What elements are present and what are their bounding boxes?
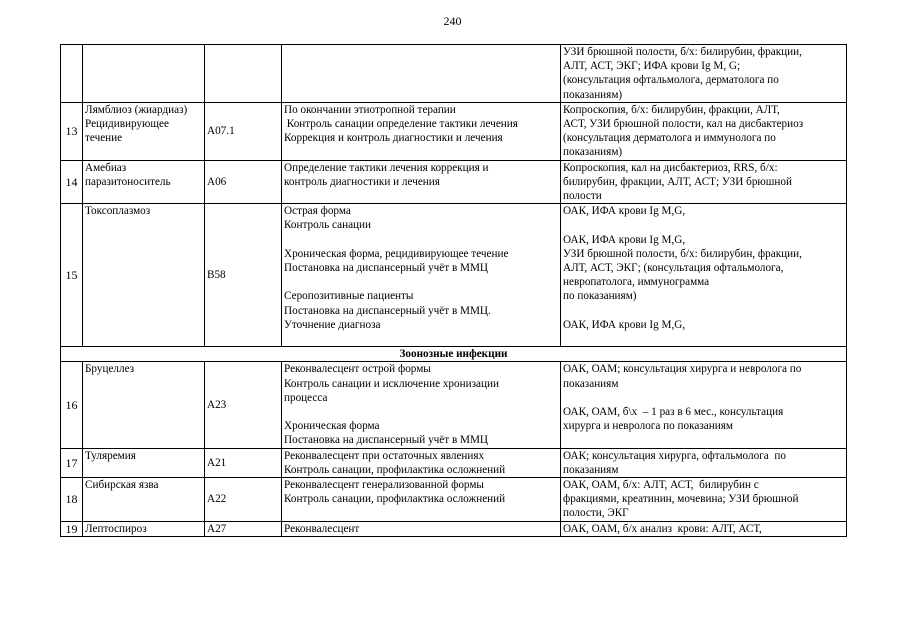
cell-exams (561, 204, 847, 347)
section-title: Зоонозные инфекции (61, 347, 847, 362)
cell-exams (561, 45, 847, 103)
exam-line: (консультация дерматолога и иммунолога по (563, 132, 776, 145)
exam-line: АЛТ, АСТ, ЭКГ; (консультация офтальмолога, (563, 262, 784, 275)
row-number: 15 (61, 204, 83, 347)
exam-line: ОАК, ИФА крови Ig M,G, (563, 233, 686, 246)
cell-disease (83, 102, 205, 160)
cell-num (61, 45, 83, 103)
action-line: Постановка на диспансерный учёт в ММЦ (284, 262, 489, 275)
exam-line: показаниям) (563, 146, 623, 159)
disease-line: Туляремия (85, 449, 136, 462)
exam-line: показаниям (563, 377, 619, 390)
cell-disease (83, 362, 205, 448)
action-line: Контроль санации и исключение хронизации (284, 377, 499, 390)
action-line: По окончании этиотропной терапии (284, 103, 456, 116)
icd-code: A27 (205, 521, 282, 536)
cell-disease (83, 45, 205, 103)
cell-actions (282, 45, 561, 103)
cell-exams (561, 521, 847, 536)
action-line: Реконвалесцент (284, 522, 360, 535)
table-row (61, 204, 847, 347)
disease-line: паразитоноситель (85, 175, 171, 188)
icd-code: A23 (205, 362, 282, 448)
cell-actions (282, 521, 561, 536)
exam-line: Копроскопия, кал на дисбактериоз, RRS, б/х: (563, 161, 778, 174)
spacer (563, 304, 844, 318)
disease-line: течение (85, 132, 123, 145)
action-line: контроль диагностики и лечения (284, 175, 440, 188)
page-number: 240 (443, 14, 462, 28)
action-line: Хроническая форма, рецидивирующее течение (284, 247, 509, 260)
exam-line: УЗИ брюшной полости, б/х: билирубин, фракции, (563, 247, 802, 260)
action-line: Постановка на диспансерный учёт в ММЦ. (284, 304, 491, 317)
spacer (563, 391, 844, 405)
action-line: Реконвалесцент острой формы (284, 363, 431, 376)
exam-line: фракциями, креатинин, мочевина; УЗИ брюшной (563, 493, 799, 506)
exam-line: ОАК, ОАМ, б/х анализ крови: АЛТ, АСТ, (563, 522, 762, 535)
disease-line: Лямблиоз (жиардиаз) (85, 103, 188, 116)
exam-line: Копроскопия, б/х: билирубин, фракции, АЛТ, (563, 103, 780, 116)
disease-line: Сибирская язва (85, 479, 159, 492)
row-number: 14 (61, 160, 83, 204)
cell-disease (83, 204, 205, 347)
cell-exams (561, 478, 847, 522)
action-line: Определение тактики лечения коррекция и (284, 161, 489, 174)
table-row (61, 478, 847, 522)
cell-actions (282, 204, 561, 347)
row-number: 16 (61, 362, 83, 448)
table-row (61, 362, 847, 448)
spacer (284, 275, 558, 289)
cell-code (205, 45, 282, 103)
exam-line: ОАК, ИФА крови Ig M,G, (563, 318, 686, 331)
table-row (61, 448, 847, 477)
icd-code: A22 (205, 478, 282, 522)
disease-line: Токсоплазмоз (85, 205, 151, 218)
disease-line: Рецидивирующее (85, 118, 169, 131)
exam-line: АЛТ, АСТ, ЭКГ; ИФА крови Ig M, G; (563, 60, 741, 73)
icd-code: A21 (205, 448, 282, 477)
cell-actions (282, 362, 561, 448)
exam-line: показаниям (563, 463, 619, 476)
action-line: Контроль санации (284, 219, 372, 232)
cell-exams (561, 102, 847, 160)
action-line: Уточнение диагноза (284, 318, 381, 331)
disease-line: Бруцеллез (85, 363, 135, 376)
exam-line: ОАК; консультация хирурга, офтальмолога по (563, 449, 786, 462)
exam-line: полости, ЭКГ (563, 507, 629, 520)
exam-line: по показаниям) (563, 290, 637, 303)
action-line: Контроль санации, профилактика осложнений (284, 463, 506, 476)
exam-line: АСТ, УЗИ брюшной полости, кал на дисбактериоз (563, 118, 804, 131)
exam-line: ОАК, ИФА крови Ig M,G, (563, 205, 686, 218)
disease-line: Амебиаз (85, 161, 127, 174)
cell-actions (282, 160, 561, 204)
row-number: 13 (61, 102, 83, 160)
table-row (61, 521, 847, 536)
row-number: 17 (61, 448, 83, 477)
exam-line: показаниям) (563, 88, 623, 101)
cell-actions (282, 102, 561, 160)
cell-disease (83, 448, 205, 477)
action-line: Коррекция и контроль диагностики и лечения (284, 132, 503, 145)
action-line: процесса (284, 391, 328, 404)
cell-disease (83, 521, 205, 536)
action-line: Контроль санации определение тактики лечения (284, 118, 518, 131)
cell-exams (561, 160, 847, 204)
icd-code: B58 (205, 204, 282, 347)
icd-code: A06 (205, 160, 282, 204)
exam-line: ОАК, ОАМ, б\х – 1 раз в 6 мес., консультация (563, 406, 784, 419)
cell-actions (282, 448, 561, 477)
table-row (61, 102, 847, 160)
exam-line: хирурга и невролога по показаниям (563, 420, 733, 433)
cell-exams (561, 362, 847, 448)
cell-disease (83, 160, 205, 204)
spacer (563, 218, 844, 232)
cell-actions (282, 478, 561, 522)
spacer (284, 233, 558, 247)
action-line: Острая форма (284, 205, 351, 218)
exam-line: ОАК, ОАМ; консультация хирурга и невролога по (563, 363, 802, 376)
exam-line: ОАК, ОАМ, б/х: АЛТ, АСТ, билирубин с (563, 479, 759, 492)
exam-line: (консультация офтальмолога, дерматолога по (563, 74, 779, 87)
icd-code: A07.1 (205, 102, 282, 160)
disease-line: Лептоспироз (85, 522, 147, 535)
action-line: Постановка на диспансерный учёт в ММЦ (284, 434, 489, 447)
row-number: 18 (61, 478, 83, 522)
action-line: Реконвалесцент при остаточных явлениях (284, 449, 485, 462)
cell-exams (561, 448, 847, 477)
exam-line: билирубин, фракции, АЛТ, АСТ; УЗИ брюшной (563, 175, 792, 188)
action-line: Серопозитивные пациенты (284, 290, 414, 303)
dispensary-table (60, 44, 847, 537)
row-number: 19 (61, 521, 83, 536)
exam-line: полости (563, 190, 602, 203)
table-row (61, 45, 847, 103)
exam-line: УЗИ брюшной полости, б/х: билирубин, фракции, (563, 46, 802, 58)
action-line: Контроль санации, профилактика осложнений (284, 493, 506, 506)
action-line: Хроническая форма (284, 420, 380, 433)
section-header-row (61, 347, 847, 362)
cell-disease (83, 478, 205, 522)
exam-line: невропатолога, иммунограмма (563, 276, 710, 289)
action-line: Реконвалесцент генерализованной формы (284, 479, 484, 492)
table-row (61, 160, 847, 204)
spacer (563, 332, 844, 346)
spacer (284, 405, 558, 419)
